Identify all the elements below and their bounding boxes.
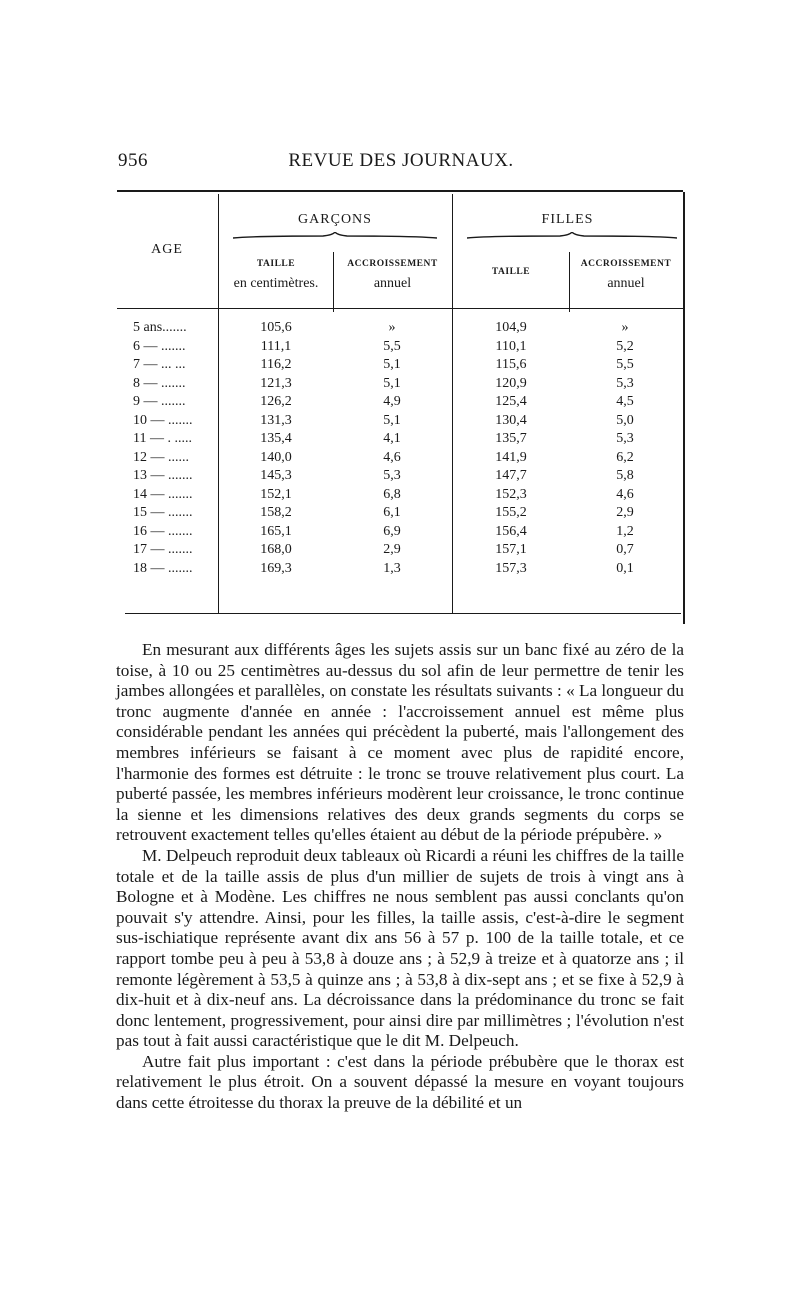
filles-taille-cell: 141,9 [495, 449, 527, 465]
garcons-taille-cell: 116,2 [260, 357, 292, 372]
garcons-taille-cell: 111,1 [260, 338, 292, 354]
garcons-taille-cell: 126,2 [260, 394, 292, 409]
table-row [117, 487, 683, 506]
table-body [117, 320, 683, 579]
age-cell: 18 — ....... [133, 560, 193, 576]
garcons-taille-cell: 105,6 [260, 320, 292, 335]
age-cell: 6 — ....... [133, 338, 186, 354]
age-cell: 17 — ....... [133, 542, 193, 557]
page-header [118, 150, 684, 174]
garcons-accroissement-cell: 1,3 [383, 560, 401, 576]
age-cell: 8 — ....... [133, 375, 186, 391]
garcons-taille-cell: 152,1 [260, 486, 292, 502]
filles-taille-cell: 115,6 [495, 357, 527, 372]
paragraph: Autre fait plus important : c'est dans la période prébubère que le thorax est relativement le plus étroit. On a souvent dépassé la mesure en voyant toujours dans cette étroitesse du thorax la preuve de la débilité et un [116, 1051, 684, 1113]
filles-taille-cell: 120,9 [495, 375, 527, 391]
table-row [117, 431, 683, 450]
filles-accroissement-cell: 1,2 [616, 523, 634, 539]
age-cell: 16 — ....... [133, 523, 193, 539]
garcons-accroissement-cell: 6,1 [383, 505, 401, 520]
filles-taille-cell: 157,1 [495, 542, 527, 557]
garcons-taille-cell: 121,3 [260, 375, 292, 391]
paragraph: M. Delpeuch reproduit deux tableaux où Ricardi a réuni les chiffres de la taille totale et de la taille assis de plus d'un millier de sujets de trois à vingt ans à Bologne et à Modène. Les chiffres ne nous semblent pas aussi conclants qu'on pouvait s'y attendre. Ainsi, pour les filles, la taille assis, c'est-à-dire le segment sus-ischiatique représente avant dix ans 56 à 57 p. 100 de la taille totale, et ce rapport tombe peu à peu à 53,8 à douze ans ; à 52,9 à treize et à quatorze ans ; il remonte légèrement à 53,5 à quinze ans ; à 53,8 à dix-sept ans ; et se fixe à 52,9 à dix-huit et à dix-neuf ans. La décroissance dans la prédominance du tronc se fait donc lentement, progressivement, pour ainsi dire par millimètres ; l'évolution n'est pas tout à fait aussi caractéristique que le dit M. Delpeuch. [116, 845, 684, 1051]
running-title: REVUE DES JOURNAUX. [288, 150, 514, 171]
footer-rule [125, 613, 681, 614]
table-row [117, 524, 683, 543]
table-row [117, 505, 683, 524]
garcons-taille-cell: 169,3 [260, 560, 292, 576]
filles-accroissement-cell: 4,5 [616, 394, 634, 409]
garcons-accroissement-cell: » [388, 320, 396, 335]
age-cell: 14 — ....... [133, 486, 193, 502]
garcons-accroissement-cell: 6,9 [383, 523, 401, 539]
filles-accroissement-cell: 0,1 [616, 560, 634, 576]
table-row [117, 468, 683, 487]
page-number: 956 [118, 150, 148, 171]
garcons-accroissement-cell: 5,3 [383, 468, 401, 483]
subhead-garcons-taille: TAILLE en centimètres. [233, 259, 319, 291]
filles-taille-cell: 110,1 [495, 338, 527, 354]
age-cell: 13 — ....... [133, 468, 193, 483]
filles-accroissement-cell: 5,2 [616, 338, 634, 354]
filles-taille-cell: 157,3 [495, 560, 527, 576]
age-cell: 11 — . ..... [133, 431, 192, 446]
filles-taille-cell: 135,7 [495, 431, 527, 446]
age-header: AGE [151, 242, 183, 257]
garcons-accroissement-cell: 4,1 [383, 431, 401, 446]
filles-accroissement-cell: 5,3 [616, 375, 634, 391]
growth-table [117, 190, 683, 624]
age-cell: 15 — ....... [133, 505, 193, 520]
group-title-filles: FILLES [541, 212, 594, 227]
garcons-taille-cell: 168,0 [260, 542, 292, 557]
filles-taille-cell: 155,2 [495, 505, 527, 520]
filles-accroissement-cell: 2,9 [616, 505, 634, 520]
paragraph: En mesurant aux différents âges les sujets assis sur un banc fixé au zéro de la toise, à 10 ou 25 centimètres au-dessus du sol afin de leur permettre de tenir les jambes allongées et parallèles, on constate les résultats suivants : « La longueur du tronc augmente d'année en année : l'accroissement annuel est même plus considérable pendant les années qui précèdent la puberté, mais l'allongement des membres inférieurs se faisant à ce moment avec plus de rapidité encore, l'harmonie des formes est détruite : le tronc se trouve relativement plus court. La puberté passée, les membres inférieurs modèrent leur croissance, le tronc continue la sienne et les dimensions relatives des deux grands segments du corps se retrouvent exactement telles qu'elles étaient au début de la période prépubère. » [116, 640, 684, 845]
brace-filles [467, 232, 677, 240]
filles-accroissement-cell: 0,7 [616, 542, 634, 557]
table-row [117, 357, 683, 376]
age-cell: 10 — ....... [133, 412, 193, 428]
brace-garcons [233, 232, 437, 240]
table-row [117, 320, 683, 339]
filles-accroissement-cell: 6,2 [616, 449, 634, 465]
group-title-garcons: GARÇONS [298, 212, 372, 227]
table-row [117, 376, 683, 395]
table-row [117, 450, 683, 469]
garcons-accroissement-cell: 5,1 [383, 412, 401, 428]
table-row [117, 413, 683, 432]
garcons-taille-cell: 135,4 [260, 431, 292, 446]
garcons-accroissement-cell: 4,9 [383, 394, 401, 409]
table-row [117, 542, 683, 561]
garcons-taille-cell: 131,3 [260, 412, 292, 428]
age-cell: 9 — ....... [133, 394, 186, 409]
garcons-accroissement-cell: 5,1 [383, 375, 401, 391]
article-body [116, 640, 684, 1114]
age-cell: 7 — ... ... [133, 357, 186, 372]
table-row [117, 394, 683, 413]
age-cell: 5 ans....... [133, 320, 187, 335]
garcons-taille-cell: 145,3 [260, 468, 292, 483]
garcons-taille-cell: 140,0 [260, 449, 292, 465]
garcons-accroissement-cell: 5,1 [383, 357, 401, 372]
filles-accroissement-cell: 5,5 [616, 357, 634, 372]
garcons-accroissement-cell: 6,8 [383, 486, 401, 502]
filles-taille-cell: 156,4 [495, 523, 527, 539]
filles-taille-cell: 104,9 [495, 320, 527, 335]
filles-accroissement-cell: 5,3 [616, 431, 634, 446]
subhead-filles-accroissement: ACCROISSEMENT annuel [580, 259, 672, 291]
subhead-filles-taille: TAILLE [491, 267, 531, 277]
filles-taille-cell: 147,7 [495, 468, 527, 483]
filles-accroissement-cell: » [621, 320, 629, 335]
filles-accroissement-cell: 5,8 [616, 468, 634, 483]
table-row [117, 561, 683, 580]
filles-taille-cell: 130,4 [495, 412, 527, 428]
table-row [117, 339, 683, 358]
garcons-accroissement-cell: 2,9 [383, 542, 401, 557]
garcons-taille-cell: 158,2 [260, 505, 292, 520]
garcons-taille-cell: 165,1 [260, 523, 292, 539]
garcons-accroissement-cell: 5,5 [383, 338, 401, 354]
filles-accroissement-cell: 5,0 [616, 412, 634, 428]
filles-accroissement-cell: 4,6 [616, 486, 634, 502]
header-rule [117, 308, 683, 309]
filles-taille-cell: 125,4 [495, 394, 527, 409]
subhead-garcons-accroissement: ACCROISSEMENT annuel [347, 259, 438, 291]
garcons-accroissement-cell: 4,6 [383, 449, 401, 465]
age-cell: 12 — ...... [133, 449, 189, 465]
filles-taille-cell: 152,3 [495, 486, 527, 502]
table-right-rule [683, 192, 685, 624]
